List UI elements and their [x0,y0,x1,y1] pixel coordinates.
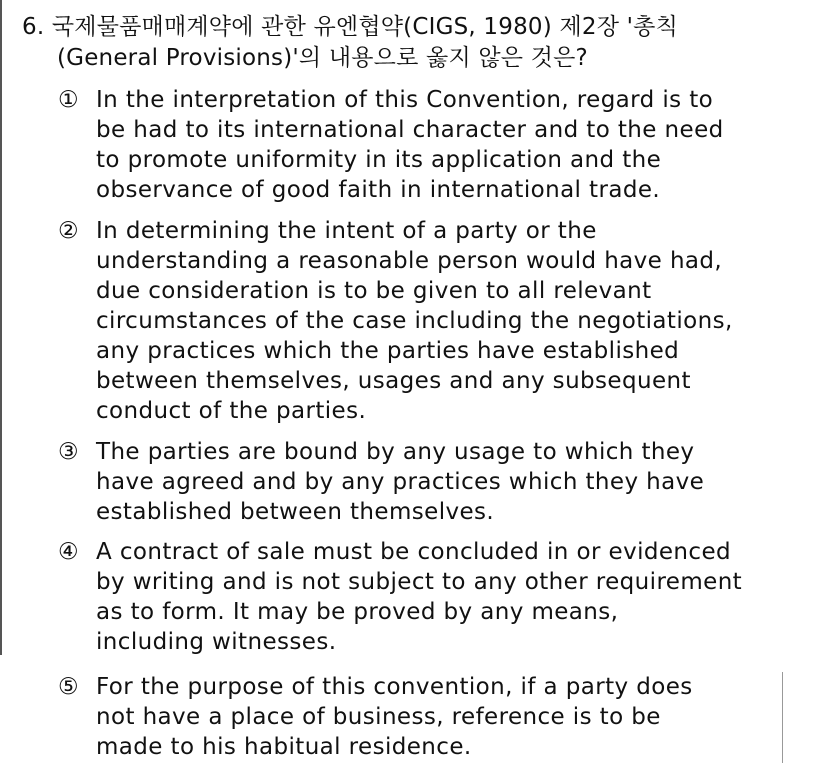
option-4-line: A contract of sale must be concluded in or evidenced [96,539,732,565]
question-number: 6. [22,14,45,40]
option-2-line: any practices which the parties have established [96,338,680,364]
option-5-line: For the purpose of this convention, if a party does [96,674,693,700]
option-5-line: made to his habitual residence. [96,734,472,760]
option-1-marker: ① [58,87,80,113]
option-3-line: have agreed and by any practices which they have [96,469,705,495]
option-1-text [96,85,798,205]
option-2-line: between themselves, usages and any subsequent [96,368,691,394]
option-3-marker: ③ [58,439,80,465]
option-1-line: observance of good faith in international trade. [96,177,661,203]
option-4-text [96,537,798,657]
question-stem [22,12,812,74]
option-4-marker: ④ [58,539,80,565]
option-3-line: The parties are bound by any usage to which they [96,439,695,465]
option-2-text [96,216,798,426]
question-line-1 [22,12,812,43]
option-1-line: to promote uniformity in its application and the [96,147,662,173]
option-2[interactable] [58,216,798,426]
option-2-line: conduct of the parties. [96,398,367,424]
option-5-marker: ⑤ [58,674,80,700]
question-line-2: (General Provisions)'의 내용으로 옳지 않은 것은? [57,45,588,71]
option-5-line: not have a place of business, reference is to be [96,704,661,730]
option-1[interactable] [58,85,798,205]
option-5-text [96,672,798,762]
option-4-line: as to form. It may be proved by any means, [96,599,619,625]
option-5[interactable] [58,672,798,762]
option-1-line: be had to its international character and to the need [96,117,724,143]
option-1-line: In the interpretation of this Convention, regard is to [96,87,714,113]
left-border-line [0,0,2,655]
option-4-line: by writing and is not subject to any other requirement [96,569,743,595]
option-4[interactable] [58,537,798,657]
question-text-1: 국제물품매매계약에 관한 유엔협약(CIGS, 1980) 제2장 '총칙 [51,14,678,40]
option-3-text [96,437,798,527]
option-2-marker: ② [58,218,80,244]
option-2-line: circumstances of the case including the negotiations, [96,308,733,334]
option-2-line: In determining the intent of a party or the [96,218,597,244]
option-2-line: due consideration is to be given to all relevant [96,278,652,304]
option-2-line: understanding a reasonable person would have had, [96,248,723,274]
option-3[interactable] [58,437,798,527]
option-3-line: established between themselves. [96,499,495,525]
option-4-line: including witnesses. [96,629,337,655]
